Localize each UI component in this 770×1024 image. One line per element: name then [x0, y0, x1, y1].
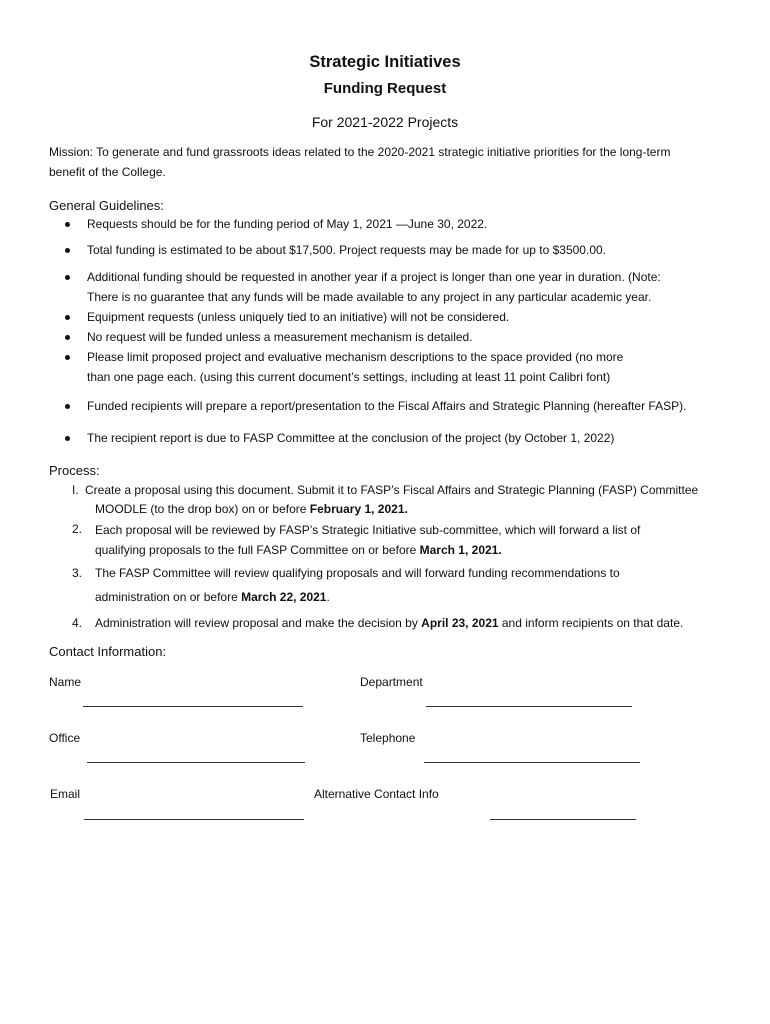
guideline-item: Equipment requests (unless uniquely tied to an initiative) will not be considered.	[87, 310, 510, 324]
bullet-icon	[65, 404, 70, 409]
telephone-label: Telephone	[360, 731, 416, 745]
email-field[interactable]	[84, 819, 304, 820]
bullet-icon	[65, 275, 70, 280]
bullet-icon	[65, 355, 70, 360]
bullet-icon	[65, 248, 70, 253]
alternative-contact-label: Alternative Contact Info	[314, 787, 439, 801]
guideline-item: The recipient report is due to FASP Committee at the conclusion of the project (by October 1, 2022)	[87, 431, 615, 445]
process-step-number: I.	[72, 483, 79, 497]
mission-line-1: Mission: To generate and fund grassroots ideas related to the 2020-2021 strategic initiative priorities for the long-term	[49, 145, 671, 159]
department-field[interactable]	[426, 706, 632, 707]
email-label: Email	[50, 787, 81, 801]
process-step-number: 3.	[72, 566, 83, 580]
guideline-item-cont: There is no guarantee that any funds will be made available to any project in any particular academic year.	[87, 290, 652, 304]
mission-line-2: benefit of the College.	[49, 165, 166, 179]
guideline-item: Requests should be for the funding period of May 1, 2021 —June 30, 2022.	[87, 217, 488, 231]
alternative-contact-field[interactable]	[490, 819, 636, 820]
guideline-item: Please limit proposed project and evaluative mechanism descriptions to the space provided (no more	[87, 350, 624, 364]
process-step: Each proposal will be reviewed by FASP’s Strategic Initiative sub-committee, which will forward a list of	[95, 523, 641, 537]
document-title: Strategic Initiatives	[309, 53, 461, 71]
guideline-item: Additional funding should be requested in another year if a project is longer than one year in duration. (Note:	[87, 270, 661, 284]
project-period: For 2021-2022 Projects	[311, 114, 459, 130]
process-step: Administration will review proposal and make the decision by April 23, 2021 and inform recipients on that date.	[95, 616, 684, 630]
guideline-item: No request will be funded unless a measurement mechanism is detailed.	[87, 330, 473, 344]
process-step-number: 4.	[72, 616, 83, 630]
process-step: Create a proposal using this document. Submit it to FASP’s Fiscal Affairs and Strategic Planning (FASP) Committee	[85, 483, 699, 497]
department-label: Department	[360, 675, 423, 689]
bullet-icon	[65, 335, 70, 340]
name-field[interactable]	[83, 706, 303, 707]
document-subtitle: Funding Request	[323, 80, 447, 97]
guideline-item: Total funding is estimated to be about $17,500. Project requests may be made for up to $3500.00.	[87, 243, 606, 257]
bullet-icon	[65, 222, 70, 227]
process-step: The FASP Committee will review qualifying proposals and will forward funding recommendations to	[95, 566, 620, 580]
office-label: Office	[49, 731, 81, 745]
telephone-field[interactable]	[424, 762, 640, 763]
process-step-cont: administration on or before March 22, 2021.	[95, 590, 330, 604]
process-step-cont: qualifying proposals to the full FASP Committee on or before March 1, 2021.	[95, 543, 502, 557]
process-heading: Process:	[49, 463, 100, 478]
process-step-cont: MOODLE (to the drop box) on or before February 1, 2021.	[95, 502, 408, 516]
office-field[interactable]	[87, 762, 305, 763]
bullet-icon	[65, 436, 70, 441]
process-step-number: 2.	[72, 522, 83, 536]
guideline-item: Funded recipients will prepare a report/presentation to the Fiscal Affairs and Strategic Planning (hereafter FASP).	[87, 399, 687, 413]
name-label: Name	[49, 675, 82, 689]
contact-heading: Contact Information:	[49, 644, 167, 659]
guideline-item-cont: than one page each. (using this current document’s settings, including at least 11 point Calibri font)	[87, 370, 611, 384]
bullet-icon	[65, 315, 70, 320]
guidelines-heading: General Guidelines:	[49, 198, 164, 213]
